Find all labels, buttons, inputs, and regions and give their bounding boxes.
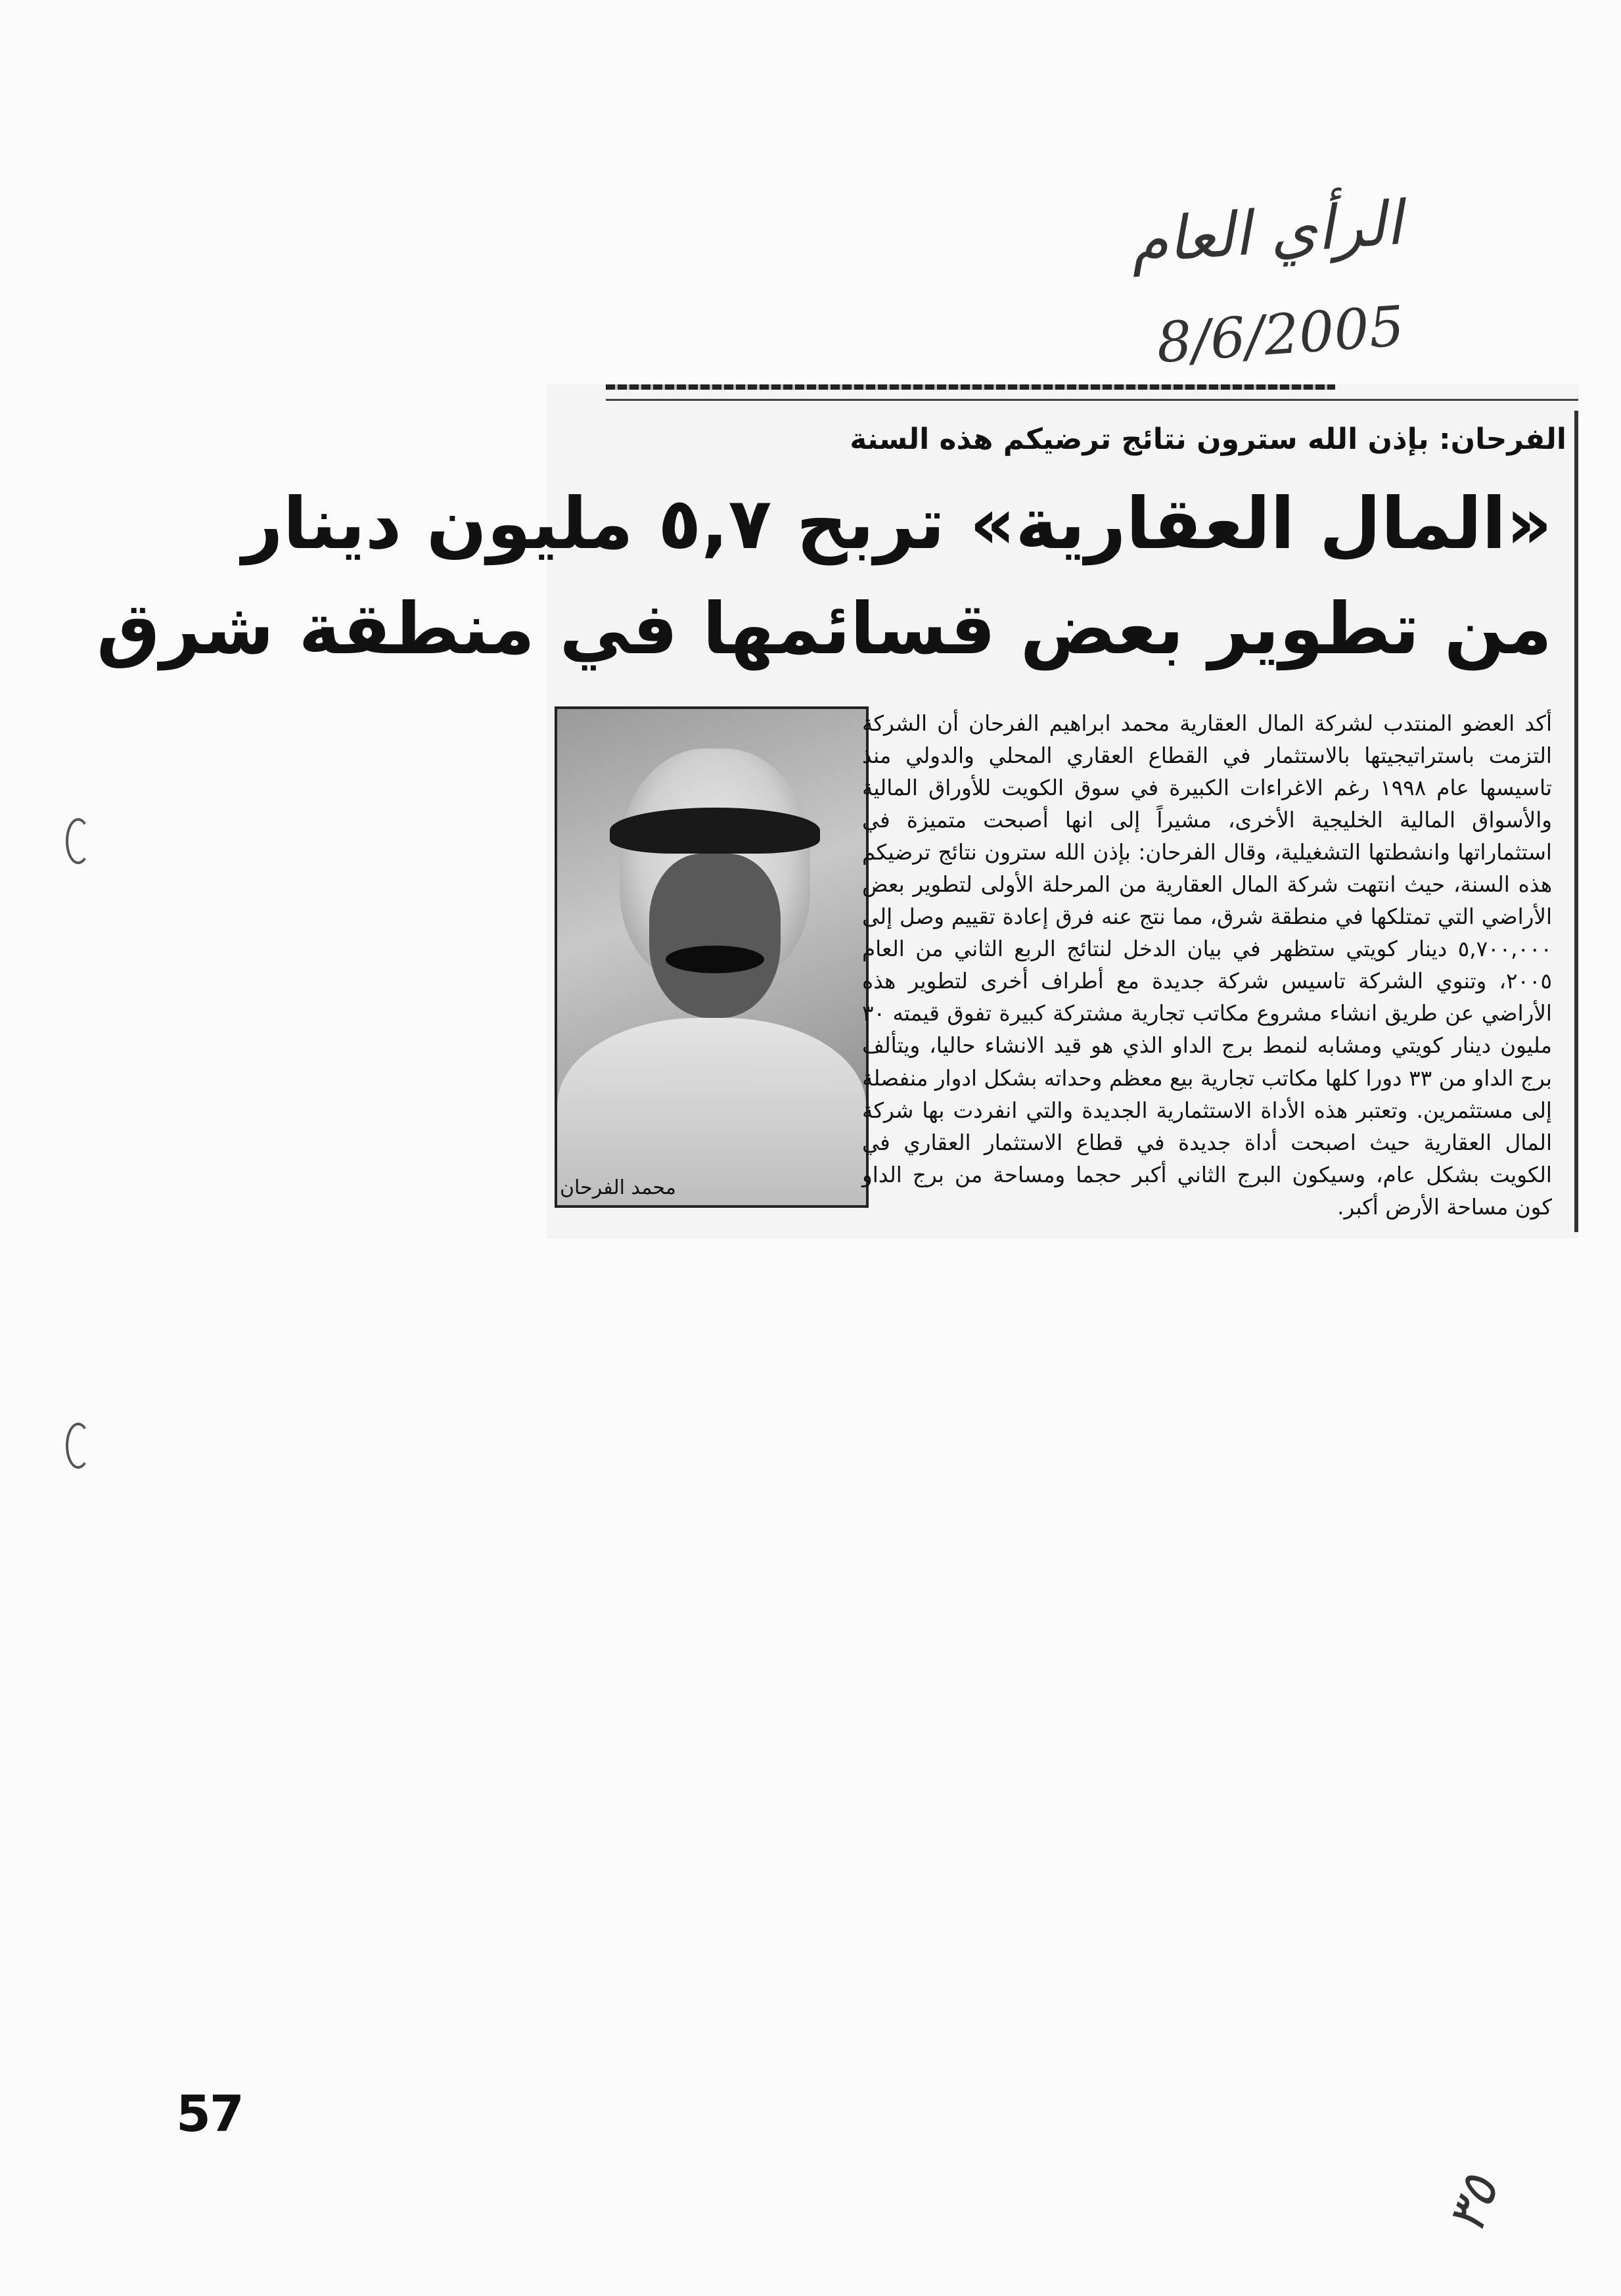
clipping-top-rule-thin	[606, 399, 1578, 401]
article-body: أكد العضو المنتدب لشركة المال العقارية محمد ابراهيم الفرحان أن الشركة التزمت باستراتيجيتها بالاستثمار في القطاع العقاري المحلي والدولي منذ تاسيسها عام ١٩٩٨ رغم الاغراءات الكبيرة في سوق الكويت للأوراق المالية والأسواق المالية الخليجية الأخرى، مشيراً إلى انها أصبحت متميزة في استثماراتها وانشطتها التشغيلية، وقال الفرحان: بإذن الله سترون نتائج ترضيكم هذه السنة، حيث انتهت شركة المال العقارية من المرحلة الأولى لتطوير بعض الأراضي التي تمتلكها في منطقة شرق، مما نتج عنه فرق إعادة تقييم وصل إلى ٥,٧٠٠,٠٠٠ دينار كويتي ستظهر في بيان الدخل لنتائج الربع الثاني من العام ٢٠٠٥، وتنوي الشركة تاسيس شركة جديدة مع أطراف أخرى لتطوير هذه الأراضي عن طريق انشاء مشروع مكاتب تجارية مشتركة كبيرة تفوق قيمته ٣٠ مليون دينار كويتي ومشابه لنمط برج الداو الذي هو قيد الانشاء حاليا، ويتألف برج الداو من ٣٣ دورا كلها مكاتب تجارية بيع معظم وحداته بشكل ادوار منفصلة إلى مستثمرين. وتعتبر هذه الأداة الاستثمارية الجديدة والتي انفردت بها شركة المال العقارية حيث اصبحت أداة جديدة في قطاع الاستثمار العقاري في الكويت بشكل عام، وسيكون البرج الثاني أكبر حجما ومساحة من برج الداو كون مساحة الأرض أكبر.	[862, 711, 1553, 1220]
photo-mustache	[666, 946, 764, 973]
photo-caption: محمد الفرحان	[560, 1176, 676, 1199]
handwritten-date: 8/6/2005	[1154, 293, 1407, 376]
clipping-right-edge	[1574, 411, 1578, 1232]
article-headline-line-1: «المال العقارية» تربح ٥,٧ مليون دينار	[242, 483, 1552, 565]
photo-agal	[610, 808, 820, 854]
binder-hole-bottom	[66, 1423, 91, 1469]
portrait-photo	[555, 706, 869, 1208]
clipping-top-rule	[606, 384, 1335, 390]
handwritten-source: الرأي العام	[1128, 187, 1405, 277]
newspaper-clipping	[96, 384, 1578, 1239]
photo-face	[649, 854, 781, 1018]
handwritten-bottom-note: ٣٥	[1436, 2169, 1511, 2241]
page-number: 57	[176, 2084, 243, 2143]
article-overline: الفرحان: بإذن الله سترون نتائج ترضيكم هذه السنة	[850, 423, 1566, 456]
binder-hole-top	[66, 818, 91, 864]
article-headline-line-2: من تطوير بعض قسائمها في منطقة شرق	[96, 588, 1552, 670]
